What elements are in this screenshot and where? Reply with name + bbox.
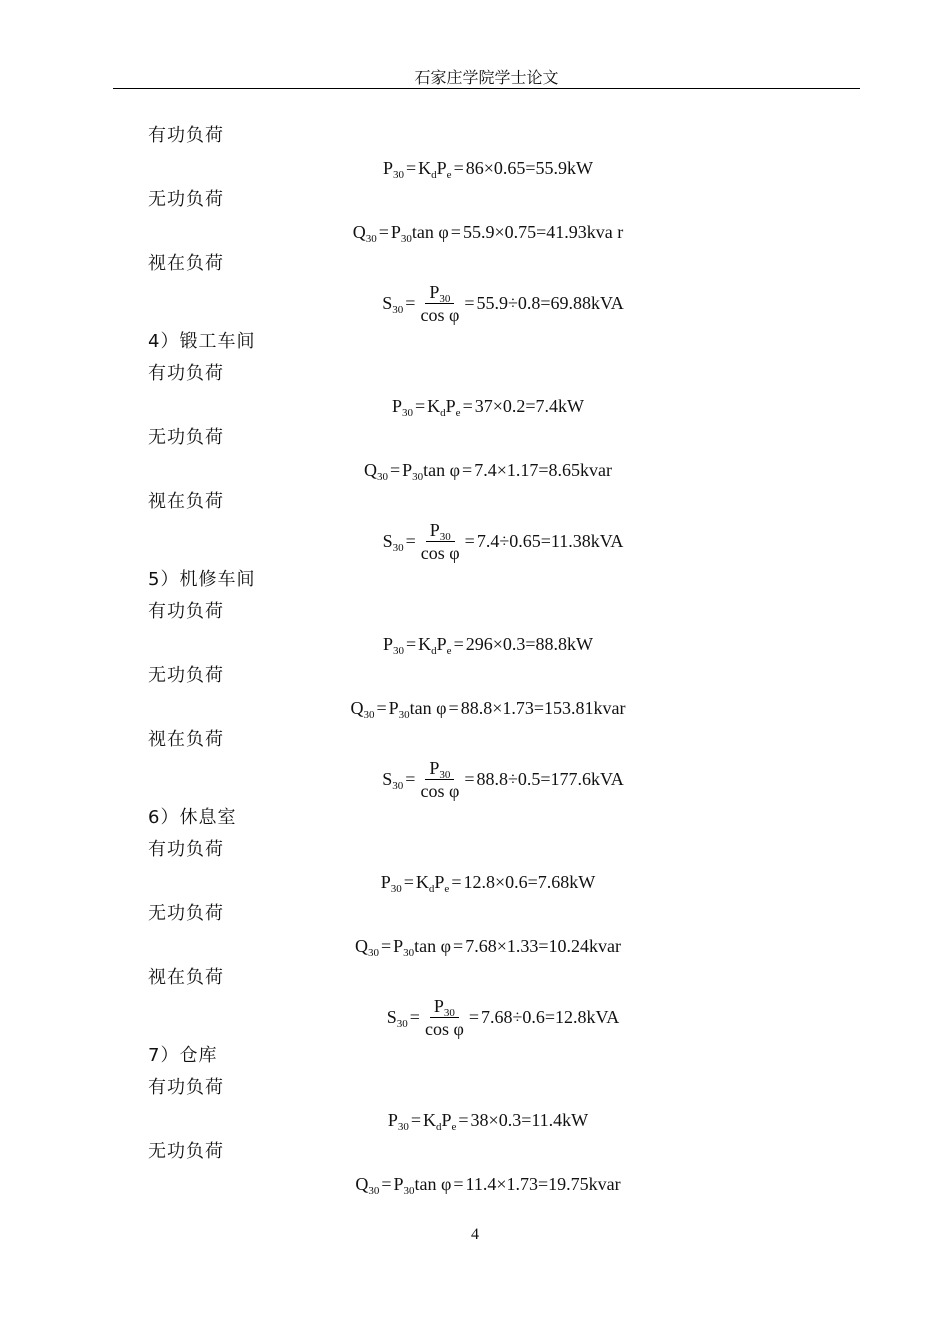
- numerator-base: P: [429, 281, 440, 302]
- demand-coefficient-base: K: [422, 1109, 436, 1130]
- section-label: 4）锻工车间: [148, 331, 256, 352]
- section-label: 5）机修车间: [148, 569, 256, 590]
- lhs-symbol-subscript: 30: [365, 232, 377, 245]
- demand-coefficient-subscript: d: [435, 1120, 442, 1133]
- q30-formula: [148, 454, 828, 486]
- formula-result: 7.68÷0.6=12.8kVA: [481, 1006, 620, 1027]
- formula-result: 38×0.3=11.4kW: [470, 1109, 589, 1130]
- lhs-symbol: [355, 936, 379, 957]
- formula-result: 55.9×0.75=41.93kva r: [462, 221, 624, 242]
- q30-formula: [148, 1168, 828, 1200]
- lhs-symbol-subscript: 30: [396, 1017, 408, 1030]
- p30-formula: [148, 866, 828, 898]
- equals-sign: =: [378, 221, 389, 242]
- lhs-symbol: [392, 396, 413, 417]
- lhs-symbol: [355, 1174, 379, 1195]
- equals-sign: =: [376, 697, 387, 718]
- equals-sign: =: [380, 935, 392, 956]
- q30-formula: [148, 930, 828, 962]
- section-label: 无功负荷: [148, 903, 224, 924]
- lhs-symbol-subscript: 30: [392, 541, 404, 554]
- fraction-numerator: [425, 758, 454, 780]
- fraction-denominator: cos φ: [420, 304, 460, 325]
- p30-formula: [148, 1104, 828, 1136]
- demand-coefficient-subscript: d: [440, 406, 446, 419]
- equals-sign: =: [453, 157, 464, 178]
- lhs-symbol: [382, 293, 403, 314]
- section-label: 无功负荷: [148, 1141, 224, 1162]
- active-power: [393, 1174, 414, 1195]
- lhs-symbol-subscript: 30: [402, 406, 413, 419]
- formula-result: 7.4×1.17=8.65kvar: [474, 459, 612, 480]
- header-divider: [113, 88, 860, 89]
- rated-power-base: P: [434, 871, 445, 892]
- equals-sign: =: [464, 768, 475, 789]
- lhs-symbol: [353, 222, 377, 243]
- lhs-symbol-base: P: [380, 871, 391, 892]
- equals-sign: =: [405, 530, 416, 551]
- section-label: 无功负荷: [148, 427, 224, 448]
- numerator-subscript: 30: [439, 292, 451, 305]
- demand-coefficient: [423, 1110, 442, 1131]
- lhs-symbol-base: P: [391, 395, 402, 416]
- equals-sign: =: [405, 292, 416, 313]
- section-label: 6）休息室: [148, 807, 237, 828]
- lhs-symbol: [383, 158, 404, 179]
- rated-power-subscript: e: [451, 1120, 457, 1133]
- lhs-symbol-base: P: [382, 157, 393, 178]
- section-label: 视在负荷: [148, 253, 224, 274]
- equals-sign: =: [462, 459, 473, 480]
- fraction-numerator: [425, 282, 454, 304]
- formula-result: 11.4×1.73=19.75kvar: [465, 1173, 621, 1194]
- equals-sign: =: [409, 1006, 420, 1027]
- lhs-symbol-base: S: [386, 1006, 397, 1027]
- demand-coefficient-base: K: [418, 157, 432, 178]
- s30-formula: [148, 280, 828, 326]
- p30-formula: [148, 152, 828, 184]
- lhs-symbol-subscript: 30: [363, 708, 375, 721]
- formula-result: 55.9÷0.8=69.88kVA: [476, 292, 624, 313]
- lhs-symbol-subscript: 30: [397, 1120, 409, 1133]
- active-power: [393, 936, 414, 957]
- section-label: 无功负荷: [148, 665, 224, 686]
- rated-power-base: P: [445, 395, 456, 416]
- equals-sign: =: [448, 697, 459, 718]
- s30-formula: [148, 756, 828, 802]
- formula-result: 296×0.3=88.8kW: [465, 633, 594, 654]
- q30-formula: [148, 216, 828, 248]
- active-power-base: P: [393, 935, 404, 956]
- lhs-symbol-base: Q: [350, 697, 364, 718]
- lhs-symbol-subscript: 30: [392, 303, 404, 316]
- equals-sign: =: [464, 530, 475, 551]
- section-label: 视在负荷: [148, 729, 224, 750]
- section-label: 有功负荷: [148, 125, 224, 146]
- page-number: 4: [471, 1226, 479, 1243]
- equals-sign: =: [389, 459, 401, 480]
- equals-sign: =: [381, 1173, 392, 1194]
- lhs-symbol-base: Q: [354, 935, 368, 956]
- section-label: 无功负荷: [148, 189, 224, 210]
- active-power-subscript: 30: [403, 946, 415, 959]
- equals-sign: =: [462, 395, 473, 416]
- s30-formula: [148, 518, 828, 564]
- active-power: [389, 698, 410, 719]
- formula-result: 88.8÷0.5=177.6kVA: [476, 768, 624, 789]
- active-power-subscript: 30: [400, 232, 412, 245]
- active-power-base: P: [402, 459, 413, 480]
- rated-power-subscript: e: [455, 406, 461, 419]
- demand-coefficient-subscript: d: [431, 644, 437, 657]
- demand-coefficient-base: K: [415, 871, 429, 892]
- formula-result: 86×0.65=55.9kW: [465, 157, 594, 178]
- rated-power-base: P: [436, 157, 447, 178]
- equals-sign: =: [453, 1173, 464, 1194]
- equals-sign: =: [453, 935, 464, 956]
- fraction-denominator: cos φ: [420, 780, 460, 801]
- equals-sign: =: [450, 221, 461, 242]
- fraction-numerator: [430, 996, 459, 1018]
- lhs-symbol: [388, 1110, 409, 1131]
- active-power-subscript: 30: [412, 470, 424, 483]
- demand-coefficient: [427, 396, 446, 417]
- section-label: 7）仓库: [148, 1045, 218, 1066]
- equals-sign: =: [464, 292, 475, 313]
- equals-sign: =: [410, 1109, 421, 1130]
- demand-coefficient: [416, 872, 435, 893]
- lhs-symbol-base: S: [382, 292, 393, 313]
- equals-sign: =: [406, 633, 417, 654]
- lhs-symbol-base: S: [382, 530, 393, 551]
- formula-result: 7.68×1.33=10.24kvar: [465, 935, 621, 956]
- lhs-symbol-base: Q: [363, 459, 377, 480]
- demand-coefficient-subscript: d: [431, 168, 437, 181]
- document-body: [148, 120, 828, 1200]
- section-label: 视在负荷: [148, 491, 224, 512]
- equals-sign: =: [468, 1006, 479, 1027]
- equals-sign: =: [451, 871, 462, 892]
- tan-phi: tan φ: [409, 697, 447, 718]
- equals-sign: =: [405, 768, 416, 789]
- lhs-symbol: [383, 634, 404, 655]
- active-power-base: P: [393, 1173, 404, 1194]
- rated-power: [437, 634, 452, 655]
- equals-sign: =: [403, 871, 414, 892]
- equals-sign: =: [458, 1109, 469, 1130]
- fraction-denominator: cos φ: [424, 1018, 464, 1039]
- demand-coefficient-base: K: [427, 395, 441, 416]
- lhs-symbol-subscript: 30: [393, 168, 404, 181]
- numerator-base: P: [429, 519, 440, 540]
- fraction-denominator: cos φ: [420, 542, 460, 563]
- lhs-symbol: [350, 698, 374, 719]
- rated-power-subscript: e: [446, 644, 452, 657]
- section-label: 有功负荷: [148, 363, 224, 384]
- lhs-symbol-base: Q: [352, 221, 366, 242]
- lhs-symbol: [387, 1007, 408, 1028]
- rated-power: [446, 396, 461, 417]
- fraction-numerator: [426, 520, 455, 542]
- lhs-symbol-base: P: [387, 1109, 398, 1130]
- p30-formula: [148, 390, 828, 422]
- formula-result: 12.8×0.6=7.68kW: [463, 871, 596, 892]
- equals-sign: =: [406, 157, 417, 178]
- numerator-base: P: [429, 757, 440, 778]
- demand-coefficient-base: K: [418, 633, 432, 654]
- p30-formula: [148, 628, 828, 660]
- demand-coefficient: [418, 634, 437, 655]
- active-power-base: P: [390, 221, 401, 242]
- tan-phi: tan φ: [414, 935, 452, 956]
- section-label: 有功负荷: [148, 1077, 224, 1098]
- lhs-symbol-base: P: [382, 633, 393, 654]
- numerator-base: P: [433, 995, 444, 1016]
- lhs-symbol-base: S: [382, 768, 393, 789]
- rated-power-subscript: e: [446, 168, 452, 181]
- lhs-symbol: [383, 531, 404, 552]
- fraction: [421, 520, 460, 563]
- section-label: 视在负荷: [148, 967, 224, 988]
- rated-power-subscript: e: [444, 882, 450, 895]
- numerator-subscript: 30: [439, 768, 451, 781]
- active-power-subscript: 30: [398, 708, 410, 721]
- page-header-title: 石家庄学院学士论文: [414, 68, 559, 87]
- equals-sign: =: [453, 633, 464, 654]
- formula-result: 7.4÷0.65=11.38kVA: [476, 530, 624, 551]
- rated-power-base: P: [436, 633, 447, 654]
- lhs-symbol: [381, 872, 402, 893]
- lhs-symbol-subscript: 30: [390, 882, 402, 895]
- lhs-symbol-subscript: 30: [368, 1184, 380, 1197]
- rated-power: [441, 1110, 456, 1131]
- active-power-base: P: [388, 697, 399, 718]
- rated-power: [437, 158, 452, 179]
- lhs-symbol-subscript: 30: [367, 946, 379, 959]
- fraction: [425, 996, 464, 1039]
- section-label: 有功负荷: [148, 839, 224, 860]
- demand-coefficient: [418, 158, 437, 179]
- tan-phi: tan φ: [423, 459, 461, 480]
- lhs-symbol-subscript: 30: [376, 470, 388, 483]
- section-label: 有功负荷: [148, 601, 224, 622]
- lhs-symbol: [382, 769, 403, 790]
- tan-phi: tan φ: [414, 1173, 452, 1194]
- lhs-symbol-base: Q: [355, 1173, 369, 1194]
- active-power: [391, 222, 412, 243]
- active-power-subscript: 30: [403, 1184, 415, 1197]
- numerator-subscript: 30: [443, 1006, 455, 1019]
- q30-formula: [148, 692, 828, 724]
- formula-result: 37×0.2=7.4kW: [474, 395, 585, 416]
- fraction: [420, 758, 459, 801]
- rated-power: [434, 872, 449, 893]
- tan-phi: tan φ: [411, 221, 449, 242]
- formula-result: 88.8×1.73=153.81kvar: [460, 697, 626, 718]
- lhs-symbol: [364, 460, 388, 481]
- rated-power-base: P: [441, 1109, 452, 1130]
- equals-sign: =: [415, 395, 426, 416]
- demand-coefficient-subscript: d: [428, 882, 435, 895]
- active-power: [402, 460, 423, 481]
- fraction: [420, 282, 459, 325]
- lhs-symbol-subscript: 30: [393, 644, 404, 657]
- s30-formula: [148, 994, 828, 1040]
- lhs-symbol-subscript: 30: [392, 779, 404, 792]
- numerator-subscript: 30: [439, 530, 451, 543]
